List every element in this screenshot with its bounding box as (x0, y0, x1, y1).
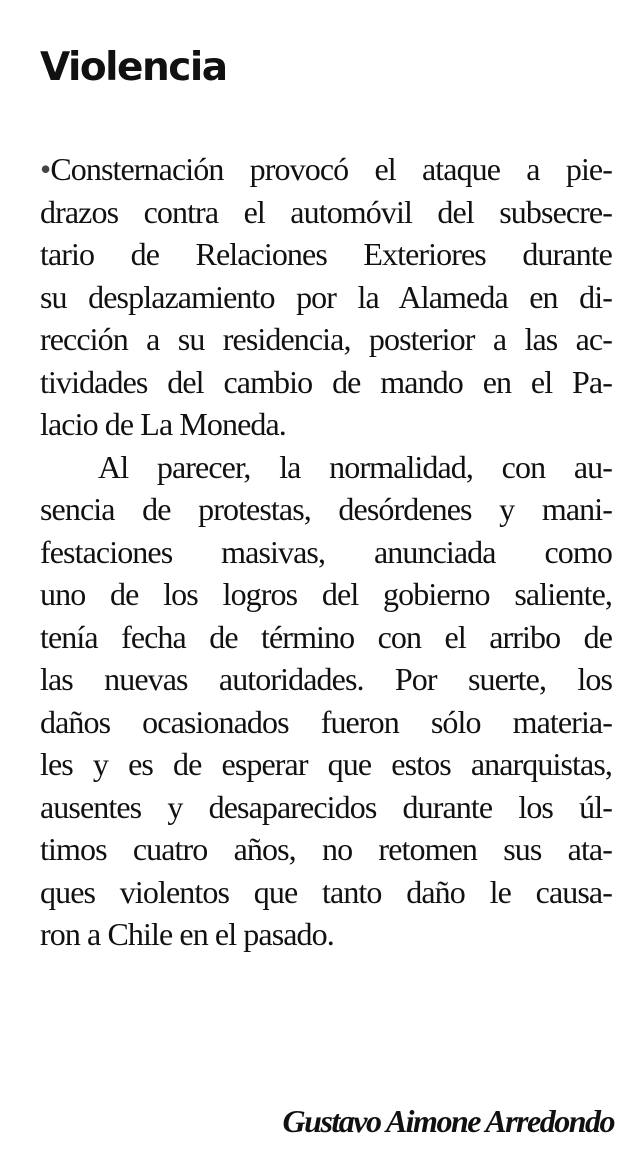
headline: Violencia (40, 45, 227, 90)
body-line: timos cuatro años, no retomen sus ata- (40, 831, 612, 867)
body-line: ausentes y desaparecidos durante los úl- (40, 788, 612, 825)
letter-article (40, 38, 612, 956)
body-line: les y es de esperar que estos anarquistas, (40, 746, 612, 782)
paragraph-2 (40, 446, 612, 956)
body-line: ron a Chile en el pasado. (40, 916, 334, 952)
body-line: drazos contra el automóvil del subsecre- (40, 193, 612, 230)
body-line: daños ocasionados fueron sólo materia- (40, 703, 612, 740)
author-signature: Gustavo Aimone Arredondo (282, 1103, 614, 1139)
body-line: uno de los logros del gobierno saliente, (40, 576, 612, 612)
bullet-icon: • (40, 151, 51, 187)
body-line: tenía fecha de término con el arribo de (40, 618, 612, 655)
body-line: Al parecer, la normalidad, con au- (98, 448, 612, 485)
body-line: sencia de protestas, desórdenes y mani- (40, 491, 612, 527)
body-line: tividades del cambio de mando en el Pa- (40, 363, 612, 400)
body-line: lacio de La Moneda. (40, 406, 286, 442)
body-line: las nuevas autoridades. Por suerte, los (40, 661, 612, 697)
letter-body (40, 148, 612, 956)
body-line: festaciones masivas, anunciada como (40, 533, 612, 570)
paragraph-1 (40, 148, 612, 446)
body-line: su desplazamiento por la Alameda en di- (40, 278, 612, 315)
body-line: ques violentos que tanto daño le causa- (40, 873, 612, 910)
body-line: rección a su residencia, posterior a las ac- (40, 321, 612, 357)
body-line: •Consternación provocó el ataque a pie- (40, 151, 612, 187)
body-line: tario de Relaciones Exteriores durante (40, 236, 612, 272)
